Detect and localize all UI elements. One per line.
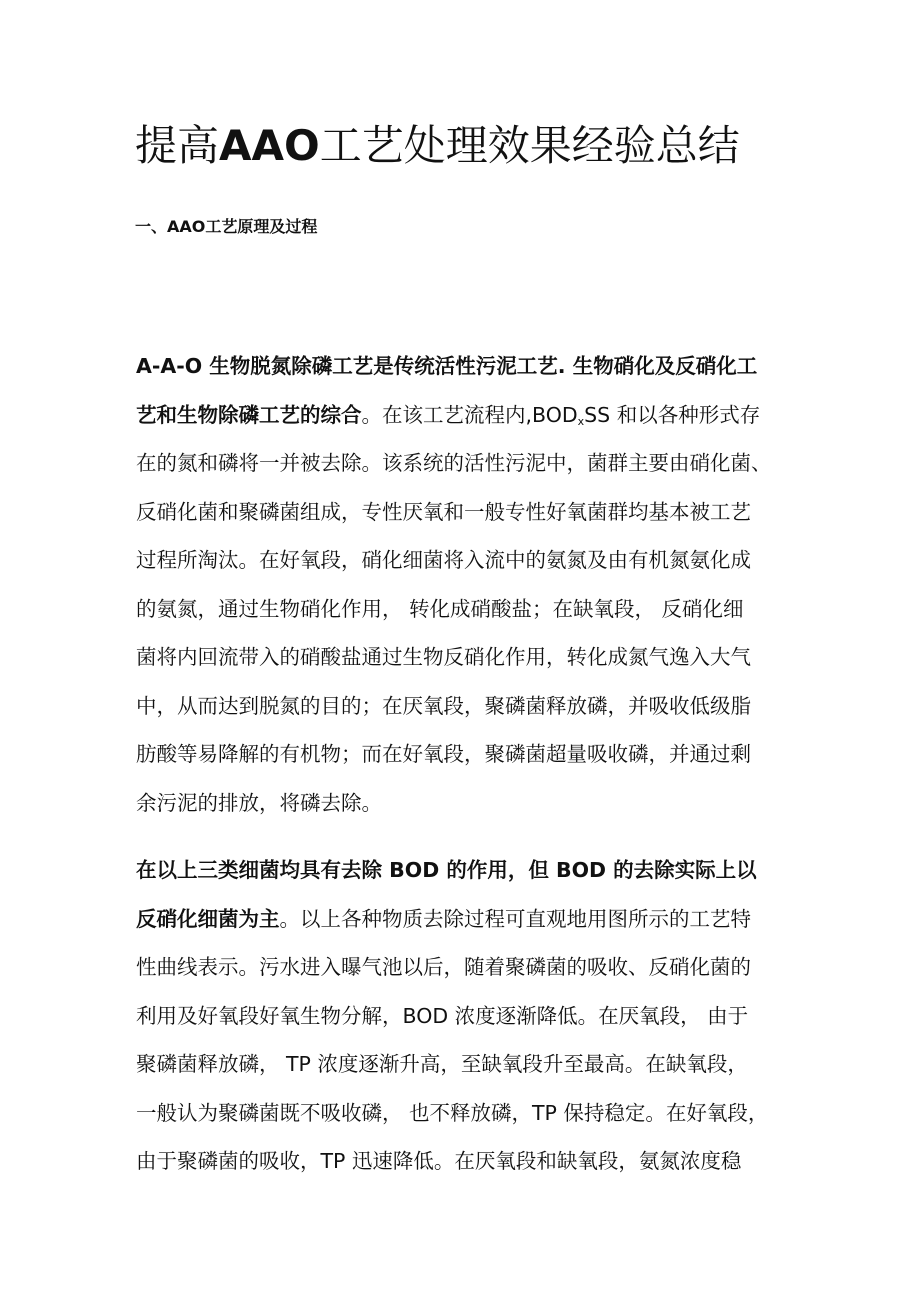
- paragraph-1-line-2-part-a: 。在该工艺流程内,BOD: [361, 402, 578, 427]
- paragraph-2-line-2: [136, 895, 796, 944]
- paragraph-1-line-3: 在的氮和磷将一并被去除。该系统的活性污泥中，菌群主要由硝化菌、: [136, 451, 772, 475]
- paragraph-1-line-2: [136, 391, 796, 440]
- paragraph-2-line-5: 聚磷菌释放磷， TP 浓度逐渐升高，至缺氧段升至最高。在缺氧段，: [136, 1052, 748, 1076]
- title-suffix: 工艺处理效果经验总结: [319, 121, 740, 170]
- paragraph-2-line-7: 由于聚磷菌的吸收，TP 迅速降低。在厌氧段和缺氧段，氨氮浓度稳: [136, 1149, 742, 1173]
- paragraph-2-line-1: [136, 846, 796, 895]
- title-bold: AAO: [219, 121, 320, 170]
- section-heading-prefix: 一、: [135, 217, 168, 236]
- paragraph-2-line-6: 一般认为聚磷菌既不吸收磷， 也不释放磷，TP 保持稳定。在好氧段，: [136, 1100, 769, 1125]
- paragraph-1-line-1: [136, 342, 796, 391]
- title-prefix: 提高: [135, 121, 220, 170]
- paragraph-1-line-6: 的氨氮，通过生物硝化作用， 转化成硝酸盐；在缺氧段， 反硝化细: [136, 596, 744, 621]
- paragraph-2-line-1-text: 在以上三类细菌均具有去除 BOD 的作用，但 BOD 的去除实际上以: [136, 858, 757, 882]
- paragraph-1-line-4: 反硝化菌和聚磷菌组成，专性厌氧和一般专性好氧菌群均基本被工艺: [136, 499, 751, 524]
- paragraph-1-line-9: 肪酸等易降解的有机物；而在好氧段，聚磷菌超量吸收磷，并通过剩: [136, 742, 751, 766]
- paragraph-1: [136, 342, 796, 827]
- paragraph-1-line-2-bold: 艺和生物除磷工艺的综合: [136, 402, 362, 427]
- section-heading-suffix: 工艺原理及过程: [205, 217, 318, 236]
- paragraph-2-line-4: 利用及好氧段好氧生物分解，BOD 浓度逐渐降低。在厌氧段， 由于: [136, 1003, 749, 1028]
- section-heading: [135, 213, 317, 241]
- paragraph-2-line-2-bold: 反硝化细菌为主: [136, 906, 280, 931]
- paragraph-2-line-3: 性曲线表示。污水进入曝气池以后，随着聚磷菌的吸收、反硝化菌的: [136, 955, 751, 979]
- paragraph-1-line-2-part-b: SS 和以各种形式存: [584, 402, 761, 427]
- paragraph-1-line-10: 余污泥的排放，将磷去除。: [136, 790, 382, 815]
- paragraph-1-line-7: 菌将内回流带入的硝酸盐通过生物反硝化作用，转化成氮气逸入大气: [136, 645, 751, 669]
- paragraph-2: [136, 846, 796, 1186]
- paragraph-1-line-1-text: A-A-O 生物脱氮除磷工艺是传统活性污泥工艺. 生物硝化及反硝化工: [136, 354, 758, 378]
- paragraph-1-line-8: 中，从而达到脱氮的目的；在厌氧段，聚磷菌释放磷，并吸收低级脂: [136, 693, 751, 718]
- paragraph-1-line-5: 过程所淘汰。在好氧段，硝化细菌将入流中的氨氮及由有机氮氨化成: [136, 548, 751, 572]
- document-title: [135, 118, 740, 174]
- section-heading-bold: AAO: [167, 217, 206, 236]
- paragraph-1-line-2-subscript: x: [577, 414, 585, 428]
- paragraph-2-line-2-rest: 。以上各种物质去除过程可直观地用图所示的工艺特: [279, 906, 751, 931]
